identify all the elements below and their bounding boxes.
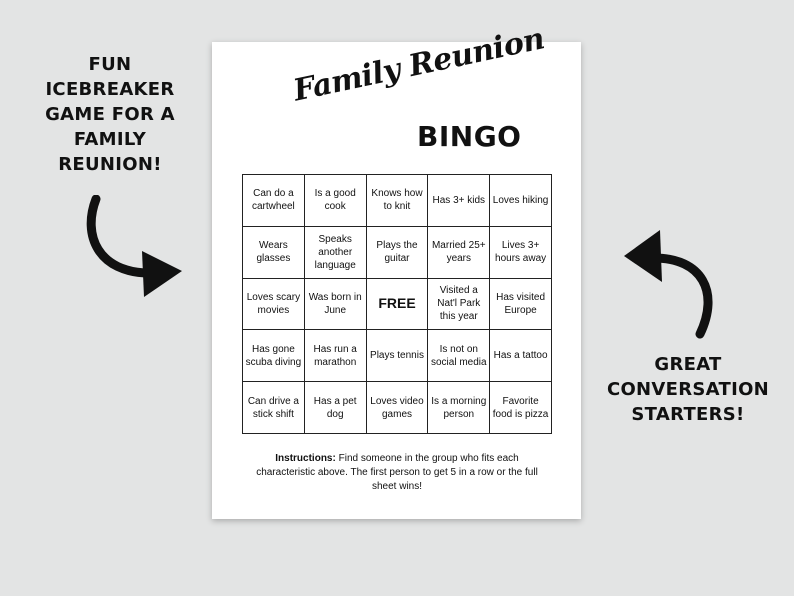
bingo-cell: Can drive a stick shift (243, 382, 305, 434)
bingo-cell: Has a pet dog (305, 382, 367, 434)
curved-arrow-right-icon (78, 195, 188, 307)
bingo-sheet (212, 21, 581, 519)
left-caption-line: GAME FOR A (45, 104, 175, 125)
bingo-cell: Plays tennis (367, 330, 429, 382)
left-caption-line: FUN (88, 54, 132, 75)
title-bingo: BINGO (417, 120, 522, 153)
bingo-cell: Can do a cartwheel (243, 175, 305, 227)
left-caption-line: ICEBREAKER (45, 79, 175, 100)
bingo-cell: Knows how to knit (367, 175, 429, 227)
right-caption-line: GREAT (654, 354, 722, 375)
bingo-cell: Favorite food is pizza (490, 382, 552, 434)
bingo-cell: Wears glasses (243, 227, 305, 279)
instructions-label: Instructions: (275, 453, 336, 464)
bingo-cell: Was born in June (305, 279, 367, 331)
bingo-cell: Has visited Europe (490, 279, 552, 331)
bingo-cell: Is not on social media (428, 330, 490, 382)
curved-arrow-left-icon (620, 222, 720, 340)
bingo-cell: Visited a Nat'l Park this year (428, 279, 490, 331)
bingo-cell: Loves video games (367, 382, 429, 434)
bingo-grid (242, 174, 552, 434)
bingo-cell: Married 25+ years (428, 227, 490, 279)
left-caption (30, 52, 190, 177)
bingo-cell: Is a morning person (428, 382, 490, 434)
left-caption-line: REUNION! (58, 154, 162, 175)
bingo-cell: Has a tattoo (490, 330, 552, 382)
bingo-cell: Speaks another language (305, 227, 367, 279)
bingo-cell: Is a good cook (305, 175, 367, 227)
bingo-cell: Has 3+ kids (428, 175, 490, 227)
bingo-cell-free: FREE (367, 279, 429, 331)
bingo-cell: Loves hiking (490, 175, 552, 227)
bingo-cell: Plays the guitar (367, 227, 429, 279)
instructions (252, 452, 542, 494)
right-caption (598, 352, 778, 427)
bingo-cell: Loves scary movies (243, 279, 305, 331)
bingo-cell: Has gone scuba diving (243, 330, 305, 382)
bingo-cell: Lives 3+ hours away (490, 227, 552, 279)
instructions-text: Find someone in the group who fits each characteristic above. The first person to get 5 in a row or the full sheet wins! (256, 453, 538, 492)
left-caption-line: FAMILY (73, 129, 147, 150)
right-caption-line: CONVERSATION (606, 379, 770, 400)
right-caption-line: STARTERS! (631, 404, 745, 425)
title-script: Family Reunion (290, 21, 548, 109)
bingo-cell: Has run a marathon (305, 330, 367, 382)
